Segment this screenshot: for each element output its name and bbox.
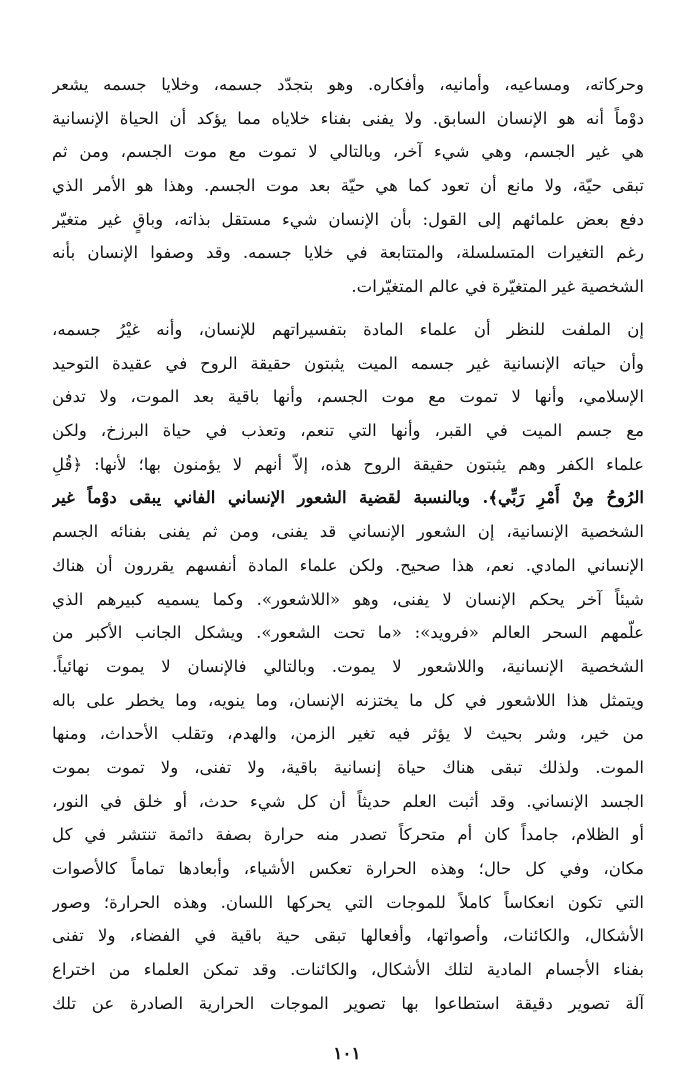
text-line: تبقى حيّة، ولا مانع أن تعود كما هي حيّة بعد موت الجسم. وهذا هو الأمر الذي bbox=[52, 176, 644, 196]
text-line: ويتمثل هذا اللاشعور في كل ما يختزنه الإنسان، وما ينويه، وما يخطر على باله bbox=[52, 690, 644, 710]
text-line: رغم التغيرات المتسلسلة، والمتتابعة في خلايا جسمه. وقد وصفوا الإنسان بأنه bbox=[52, 243, 644, 263]
text-line: الشخصية الإنسانية، واللاشعور لا يموت. وبالتالي فالإنسان لا يموت نهائياً. bbox=[52, 656, 644, 676]
text-line: شيئاً آخر يحكم الإنسان لا يفنى، وهو «اللاشعور». وكما يسميه كبيرهم الذي bbox=[52, 589, 644, 609]
text-line: من خير، وشر بحيث لا يؤثر فيه تغير الزمن، والهدم، وتقلب الأحداث، ومنها bbox=[52, 724, 644, 744]
text-line: دوْماً أنه هو الإنسان السابق. ولا يفنى بفناء خلاياه مما يؤكد أن الحياة الإنسانية bbox=[52, 108, 644, 128]
text-line: الإسلامي، وأنها لا تموت مع موت الجسم، وأنها باقية بعد الموت، ولا تدفن bbox=[52, 387, 644, 407]
text-line: الشخصية الإنسانية، إن الشعور الإنساني قد يفنى، ومن ثم يفنى بفنائه الجسم bbox=[52, 522, 644, 542]
text-line: علماء الكفر وهم يثبتون حقيقة الروح هذه، إلاّ أنهم لا يؤمنون بها؛ لأنها: ﴿قُلِ bbox=[52, 454, 644, 474]
text-line: وحركاته، ومساعيه، وأمانيه، وأفكاره. وهو بتجدّد جسمه، وخلايا جسمه يشعر bbox=[52, 75, 644, 94]
text-line: مكان، وفي كل حال؛ وهذه الحرارة تعكس الأشياء، وأبعادها تماماً كالأصوات bbox=[52, 859, 644, 878]
text-line: الجسد الإنساني. وقد أثبت العلم حديثاً أن كل شيء حدث، أو خلق في النور، bbox=[52, 791, 644, 811]
text-line: علّمهم السحر العالم «فرويد»: «ما تحت الشعور». ويشكل الجانب الأكبر من bbox=[52, 623, 644, 643]
text-line: إن الملفت للنظر أن علماء المادة بتفسيراتهم للإنسان، وأنه غيْرُ جسمه، bbox=[52, 320, 644, 339]
text-line: بفناء الأجسام المادية لتلك الأشكال، والكائنات. وقد تمكن العلماء من اختراع bbox=[52, 960, 644, 980]
text-line: التي تكون انعكاساً كاملاً للموجات التي يحركها اللسان. وهذه الحرارة؛ وصور bbox=[52, 892, 644, 912]
text-line: الإنساني المادي. نعم، هذا صحيح. ولكن علماء المادة أنفسهم يقررون أن هناك bbox=[52, 555, 644, 575]
text-line: دفع بعض علمائهم إلى القول: بأن الإنسان شيء مستقل بذاته، وباقٍ غير متغيّر bbox=[52, 209, 644, 229]
text-line: الأشكال، والكائنات، وأصواتها، وأفعالها تبقى حية باقية في الفضاء، ولا تفنى bbox=[52, 926, 644, 946]
text-line: الموت. ولذلك تبقى هناك حياة إنسانية باقية، ولا تفنى، ولا تموت بموت bbox=[52, 757, 644, 777]
paragraph-2 bbox=[52, 313, 644, 1020]
text-line: الشخصية غير المتغيّرة في عالم المتغيّرات. bbox=[351, 277, 644, 297]
quran-verse-line: الرُوحُ مِنْ أَمْرِ رَبِّي﴾. وبالنسبة لقضية الشعور الإنساني الفاني يبقى دوْماً غير bbox=[52, 487, 644, 508]
page-number: ١٠١ bbox=[333, 1044, 361, 1064]
text-line: هي غير الجسم، وهي شيء آخر، وبالتالي لا تموت مع موت الجسم، ومن ثم bbox=[52, 142, 644, 162]
text-line: أو الظلام، جامداً كان أم متحركاً تصدر منه حرارة بصفة دائمة تنتشر في كل bbox=[52, 825, 644, 845]
text-line: وأن حياته الإنسانية غير جسمه الميت يثبتون حقيقة الروح في عقيدة التوحيد bbox=[52, 353, 644, 373]
text-line: آلة تصوير دقيقة استطاعوا بها تصوير الموجات الحرارية الصادرة عن تلك bbox=[52, 993, 644, 1013]
paragraph-1 bbox=[52, 68, 644, 304]
text-line: مع جسم الميت في القبر، وأنها التي تنعم، وتعذب في حياة البرزخ، ولكن bbox=[52, 421, 644, 441]
